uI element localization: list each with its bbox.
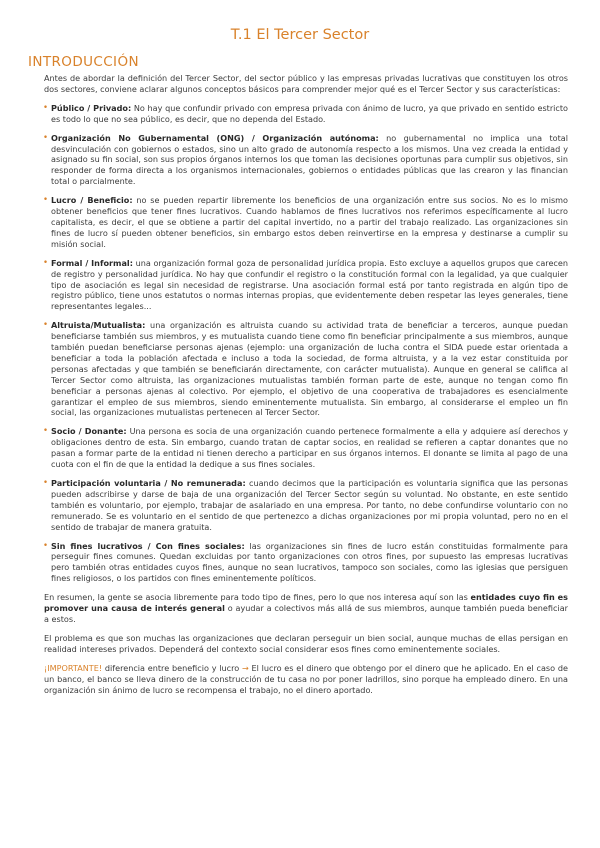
definition-text: cuando decimos que la participación es voluntaria significa que las personas pueden adscribirse y darse de baja de una organización del Tercer Sector según su voluntad. No obstante, en este sentido también es voluntario, por ejemplo, trabajar de asalariado en una empresa. Por tanto, no debe confundirse voluntario con no remunerado. Se es voluntario en el sentido de que pertenezco a dichas organizaciones por mi propia voluntad, pero no en el sentido de trabajar de manera gratuita. [51, 478, 568, 532]
definition-list [44, 103, 568, 584]
problem-paragraph: El problema es que son muchas las organizaciones que declaran perseguir un bien social, aunque muchas de ellas persigan en realidad intereses privados. Dependerá del contexto social considerar esos fines como eminentemente sociales. [44, 632, 568, 654]
bullet-icon: • [43, 132, 49, 143]
definition-item [44, 103, 568, 125]
definition-text: Una persona es socia de una organización cuando pertenece formalmente a ella y adquiere así derechos y obligaciones dentro de esta. Sin embargo, cuando tratan de captar socios, en realidad se refieren a captar donantes que no pasan a formar parte de la entidad ni tienen derecho a participar en sus órganos internos. El donante se limita al pago de una cuota con el fin de que la entidad la dedique a sus fines sociales. [51, 426, 569, 470]
definition-term: Participación voluntaria / No remunerada: [51, 478, 246, 488]
definition-item [44, 195, 568, 250]
definition-item [44, 258, 568, 313]
definition-text: una organización formal goza de personalidad jurídica propia. Esto excluye a aquellos grupos que carecen de registro y personalidad jurídica. No hay que confundir el registro o la constitución formal con la legalidad, ya que cualquier tipo de asociación es legal sin necesidad de registrarse. Una asociación formal está por tanto registrada en algún tipo de registro público, tiene unos estatutos o normas internas propias, que evidentemente deben respetar las leyes generales, tiene representantes legales... [51, 257, 568, 312]
intro-paragraph: Antes de abordar la definición del Tercer Sector, del sector público y las empresas privadas lucrativas que constituyen los otros dos sectores, conviene aclarar algunos conceptos básicos para comprender mejor qué es el Tercer Sector y sus características: [44, 73, 568, 94]
bullet-icon: • [43, 478, 49, 488]
definition-term: Socio / Donante: [51, 426, 127, 437]
definition-text: las organizaciones sin fines de lucro están constituidas formalmente para perseguir fines comunes. Quedan excluidas por tanto organizaciones con otros fines, por supuesto las empresas lucrativas pero también otras entidades cuyos fines, aunque no sean lucrativos, tampoco son sociales, como las iglesias que persiguen fines religiosos, o los partidos con fines eminentemente políticos. [51, 540, 568, 584]
bullet-icon: • [43, 426, 49, 437]
important-label: ¡IMPORTANTE! [44, 662, 103, 673]
definition-text: No hay que confundir privado con empresa privada con ánimo de lucro, ya que privado en sentido estricto es todo lo que no sea público, es decir, que no dependa del Estado. [51, 102, 568, 124]
page-title: T.1 El Tercer Sector [230, 27, 370, 43]
definition-item [44, 478, 568, 533]
definition-term: Público / Privado: [51, 102, 132, 113]
arrow-icon: → [241, 662, 249, 673]
definition-term: Formal / Informal: [51, 257, 133, 268]
bullet-icon: • [43, 540, 49, 551]
bullet-icon: • [43, 320, 49, 331]
definition-term: Altruista/Mutualista: [51, 320, 146, 331]
document-body [44, 73, 568, 703]
summary-paragraph: En resumen, la gente se asocia libremente para todo tipo de fines, pero lo que nos interesa aquí son las entidades cuyo fin es promover una causa de interés general o ayudar a colectivos más allá de sus miembros, aunque también pueda beneficiar a estos. [44, 592, 568, 624]
bullet-icon: • [43, 257, 49, 268]
definition-item [44, 133, 568, 188]
definition-text: una organización es altruista cuando su actividad trata de beneficiar a terceros, aunque puedan beneficiarse también sus miembros, y es mutualista cuando tiene como fin beneficiar principalmente a sus miembros, aunque también puedan beneficiarse personas ajenas (ejemplo: una organización de lucha contra el SIDA puede estar orientada a beneficiar a toda la población afectada e incluso a toda la sociedad, de forma altruista, y a la vez estar constituida por personas afectadas y que también se beneficiarán directamente, con carácter mutualista). Aunque en general se califica al Tercer Sector como altruista, las organizaciones mutualistas también forman parte de este, aunque no tengan como fin beneficiar a personas ajenas al colectivo. Por ejemplo, el objetivo de una cooperativa de trabajadores es esencialmente garantizar el empleo de sus miembros, siendo eminentemente mutualista. Sin embargo, al considerarse el empleo un fin social, las organizaciones mutualistas pertenecen al Tercer Sector. [51, 320, 568, 418]
definition-term: Lucro / Beneficio: [51, 195, 133, 206]
definition-term: Organización No Gubernamental (ONG) / Organización autónoma: [51, 132, 379, 143]
important-paragraph: ¡IMPORTANTE! diferencia entre beneficio y lucro → El lucro es el dinero que obtengo por el dinero que he aplicado. En el caso de un banco, el banco se lleva dinero de la construcción de tu casa no por poner ladrillos, sino porque ha empleado dinero. En una organización sin ánimo de lucro se recompensa el trabajo, no el dinero aportado. [44, 662, 568, 695]
section-heading: INTRODUCCIÓN [28, 54, 139, 70]
definition-term: Sin fines lucrativos / Con fines sociales: [51, 540, 245, 551]
definition-item [44, 320, 568, 418]
bullet-icon: • [43, 102, 49, 113]
definition-item [44, 541, 568, 585]
definition-item [44, 426, 568, 470]
summary-emphasis: entidades cuyo fin es promover una causa de interés general [44, 592, 568, 614]
bullet-icon: • [43, 195, 49, 206]
definition-text: no se pueden repartir libremente los beneficios de una organización entre sus socios. No es lo mismo obtener beneficios que tener fines lucrativos. Cuando hablamos de fines lucrativos nos referimos específicamente al lucro capitalista, es decir, el que se obtiene a partir del capital invertido, no a partir del trabajo realizado. Las organizaciones sin fines de lucro sí pueden obtener beneficios, sin embargo estos deben reinvertirse en la empresa y destinarse a cumplir su misión social. [51, 195, 568, 249]
definition-text: no gubernamental no implica una total desvinculación con gobiernos o estados, sino un alto grado de autonomía respecto a los mismos. Una vez creada la entidad y asignado su fin social, son sus propios órganos internos los que toman las decisiones oportunas para cumplir sus objetivos, sin responder de forma directa a los organismos internacionales, gobiernos o entidades públicas que las crearon y las financian total o parcialmente. [51, 132, 568, 187]
